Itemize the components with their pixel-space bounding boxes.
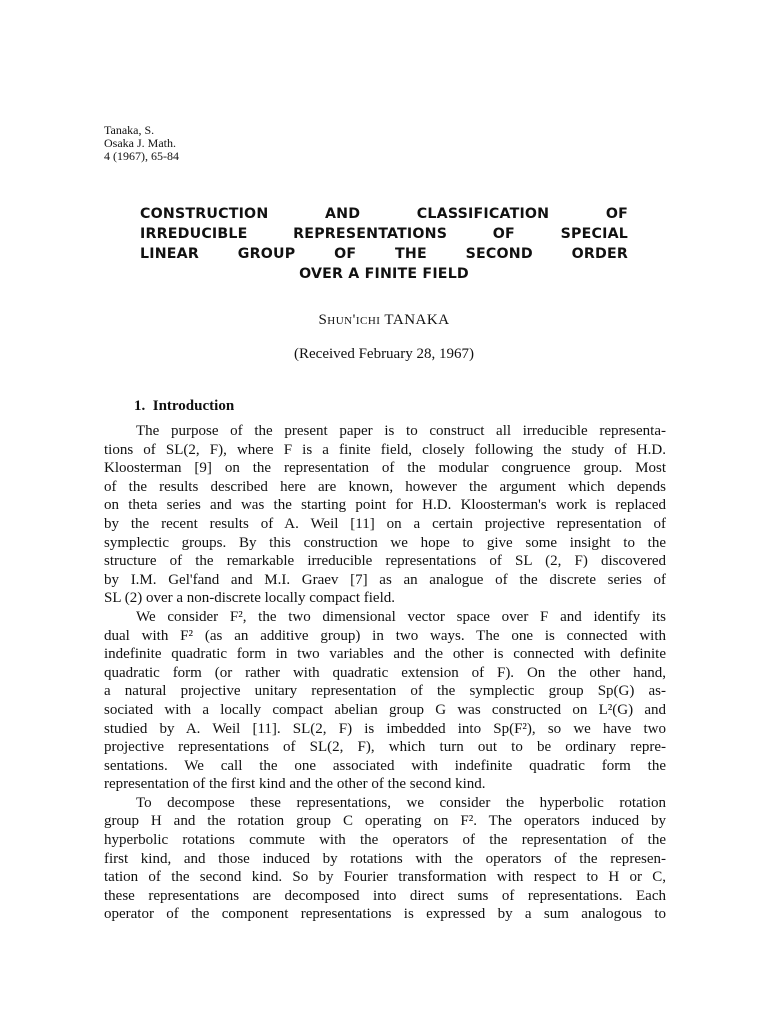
body-line: sociated with a locally compact abelian group G was constructed on L²(G) and [104, 701, 666, 718]
paper-title [140, 204, 628, 284]
citation-author: Tanaka, S. [104, 123, 155, 137]
citation-journal: Osaka J. Math. [104, 136, 176, 150]
received-date: (Received February 28, 1967) [294, 346, 474, 362]
body-line: by the recent results of A. Weil [11] on a certain projective representation of [104, 515, 666, 532]
body-line: tions of SL(2, F), where F is a finite field, closely following the study of H.D. [104, 441, 666, 458]
body-line: To decompose these representations, we consider the hyperbolic rotation [136, 794, 666, 811]
body-line: SL (2) over a non-discrete locally compact field. [104, 590, 395, 607]
body-line: We consider F², the two dimensional vector space over F and identify its [136, 608, 666, 625]
author-last-name: TANAKA [384, 312, 450, 328]
title-line: IRREDUCIBLE REPRESENTATIONS OF SPECIAL [140, 226, 628, 242]
body-line: hyperbolic rotations commute with the operators of the representation of the [104, 832, 666, 849]
citation-block [104, 124, 179, 163]
body-line: by I.M. Gel'fand and M.I. Graev [7] as an analogue of the discrete series of [104, 571, 666, 588]
body-line: sentations. We call the one associated with indefinite quadratic form the [104, 757, 666, 774]
title-line: LINEAR GROUP OF THE SECOND ORDER [140, 246, 628, 262]
body-line: representation of the first kind and the other of the second kind. [104, 776, 486, 793]
section-number: 1. [134, 398, 146, 414]
body-line: Kloosterman [9] on the representation of the modular congruence group. Most [104, 460, 666, 477]
author-first-name: Shun'ichi [318, 312, 381, 328]
section-heading [134, 398, 234, 415]
body-line: a natural projective unitary representation of the symplectic group Sp(G) as- [104, 683, 666, 700]
body-line: projective representations of SL(2, F), which turn out to be ordinary repre- [104, 739, 666, 756]
body-line: on theta series and was the starting point for H.D. Kloosterman's work is replaced [104, 497, 666, 514]
body-line: tation of the second kind. So by Fourier transformation with respect to H or C, [104, 869, 666, 886]
body-text [104, 422, 666, 924]
body-line: symplectic groups. By this construction we hope to give some insight to the [104, 534, 666, 551]
citation-volume-pages: 4 (1967), 65-84 [104, 149, 179, 163]
body-line: studied by A. Weil [11]. SL(2, F) is imbedded into Sp(F²), so we have two [104, 720, 666, 737]
body-line: The purpose of the present paper is to construct all irreducible representa- [136, 423, 666, 439]
body-line: operator of the component representations is expressed by a sum analogous to [104, 906, 666, 923]
section-title: Introduction [152, 398, 235, 414]
body-line: structure of the remarkable irreducible representations of SL (2, F) discovered [104, 553, 666, 570]
body-line: of the results described here are known, however the argument which depends [104, 478, 666, 495]
body-line: group H and the rotation group C operating on F². The operators induced by [104, 813, 666, 830]
title-line: OVER A FINITE FIELD [299, 266, 469, 282]
body-line: dual with F² (as an additive group) in two ways. The one is connected with [104, 627, 666, 644]
title-line: CONSTRUCTION AND CLASSIFICATION OF [140, 206, 628, 222]
author-name [0, 312, 768, 329]
body-line: first kind, and those induced by rotations with the operators of the represen- [104, 850, 666, 867]
body-line: these representations are decomposed into direct sums of representations. Each [104, 887, 666, 904]
body-line: indefinite quadratic form in two variables and the other is connected with definite [104, 646, 666, 663]
body-line: quadratic form (or rather with quadratic extension of F). On the other hand, [104, 664, 666, 681]
